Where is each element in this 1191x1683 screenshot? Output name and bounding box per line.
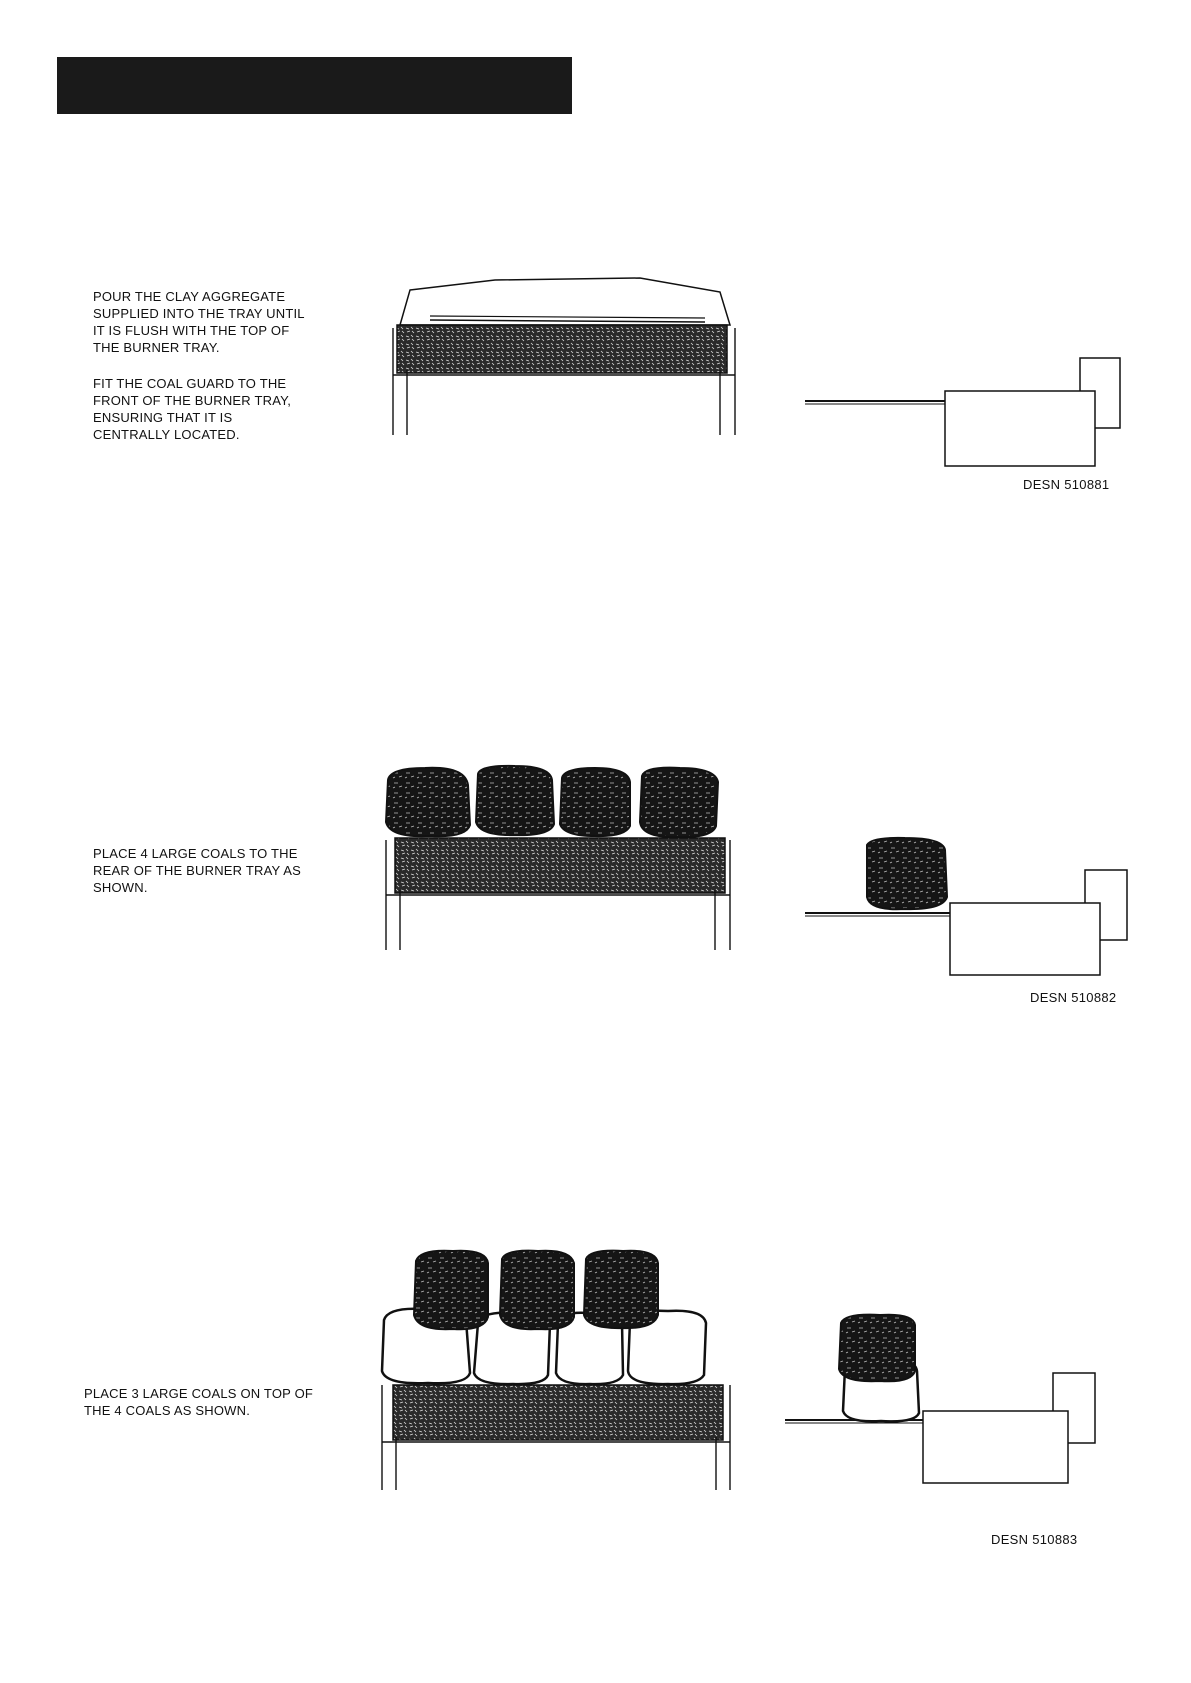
step-1-paragraph-2: FIT THE COAL GUARD TO THE FRONT OF THE BURNER TRAY, ENSURING THAT IT IS CENTRALLY LOCATED. xyxy=(93,376,292,442)
coal-2 xyxy=(476,766,554,835)
step-2-paragraph-1: PLACE 4 LARGE COALS TO THE REAR OF THE BURNER TRAY AS SHOWN. xyxy=(93,846,301,895)
burner-side-profile-with-coal-svg xyxy=(805,835,1135,975)
step-3-paragraph-1: PLACE 3 LARGE COALS ON TOP OF THE 4 COALS AS SHOWN. xyxy=(84,1386,314,1418)
step-3-instructions xyxy=(84,1385,324,1438)
side-coal xyxy=(867,838,947,909)
upper-coal-1 xyxy=(414,1251,488,1330)
coal-1 xyxy=(386,768,470,836)
step-3-drawing-code: DESN 510883 xyxy=(991,1532,1078,1547)
side-upper-coal xyxy=(839,1315,915,1382)
burner-side-profile-with-stacked-coals-svg xyxy=(785,1315,1105,1525)
step-3-front-view xyxy=(378,1245,768,1495)
step-2-instructions xyxy=(93,845,323,915)
step-3-side-view xyxy=(785,1315,1105,1525)
step-2-drawing-code: DESN 510882 xyxy=(1030,990,1117,1005)
coal-4 xyxy=(640,768,718,837)
upper-coal-3 xyxy=(584,1251,658,1328)
step-1-drawing-code: DESN 510881 xyxy=(1023,477,1110,492)
step-1-paragraph-1: POUR THE CLAY AGGREGATE SUPPLIED INTO THE TRAY UNTIL IT IS FLUSH WITH THE TOP OF THE BURNER TRAY. xyxy=(93,289,305,355)
step-1-instructions xyxy=(93,288,313,462)
coal-3 xyxy=(560,768,630,836)
section-header-bar xyxy=(57,57,572,114)
upper-coal-2 xyxy=(500,1251,574,1330)
burner-tray-with-coal-guard-svg xyxy=(385,270,765,440)
burner-side-profile-svg xyxy=(805,355,1125,475)
step-1-front-view xyxy=(385,270,765,440)
step-2-front-view xyxy=(380,760,770,950)
step-1-side-view xyxy=(805,355,1125,475)
burner-tray-with-7-coals-svg xyxy=(378,1245,768,1495)
burner-tray-with-4-coals-svg xyxy=(380,760,770,950)
step-2-side-view xyxy=(805,835,1135,975)
